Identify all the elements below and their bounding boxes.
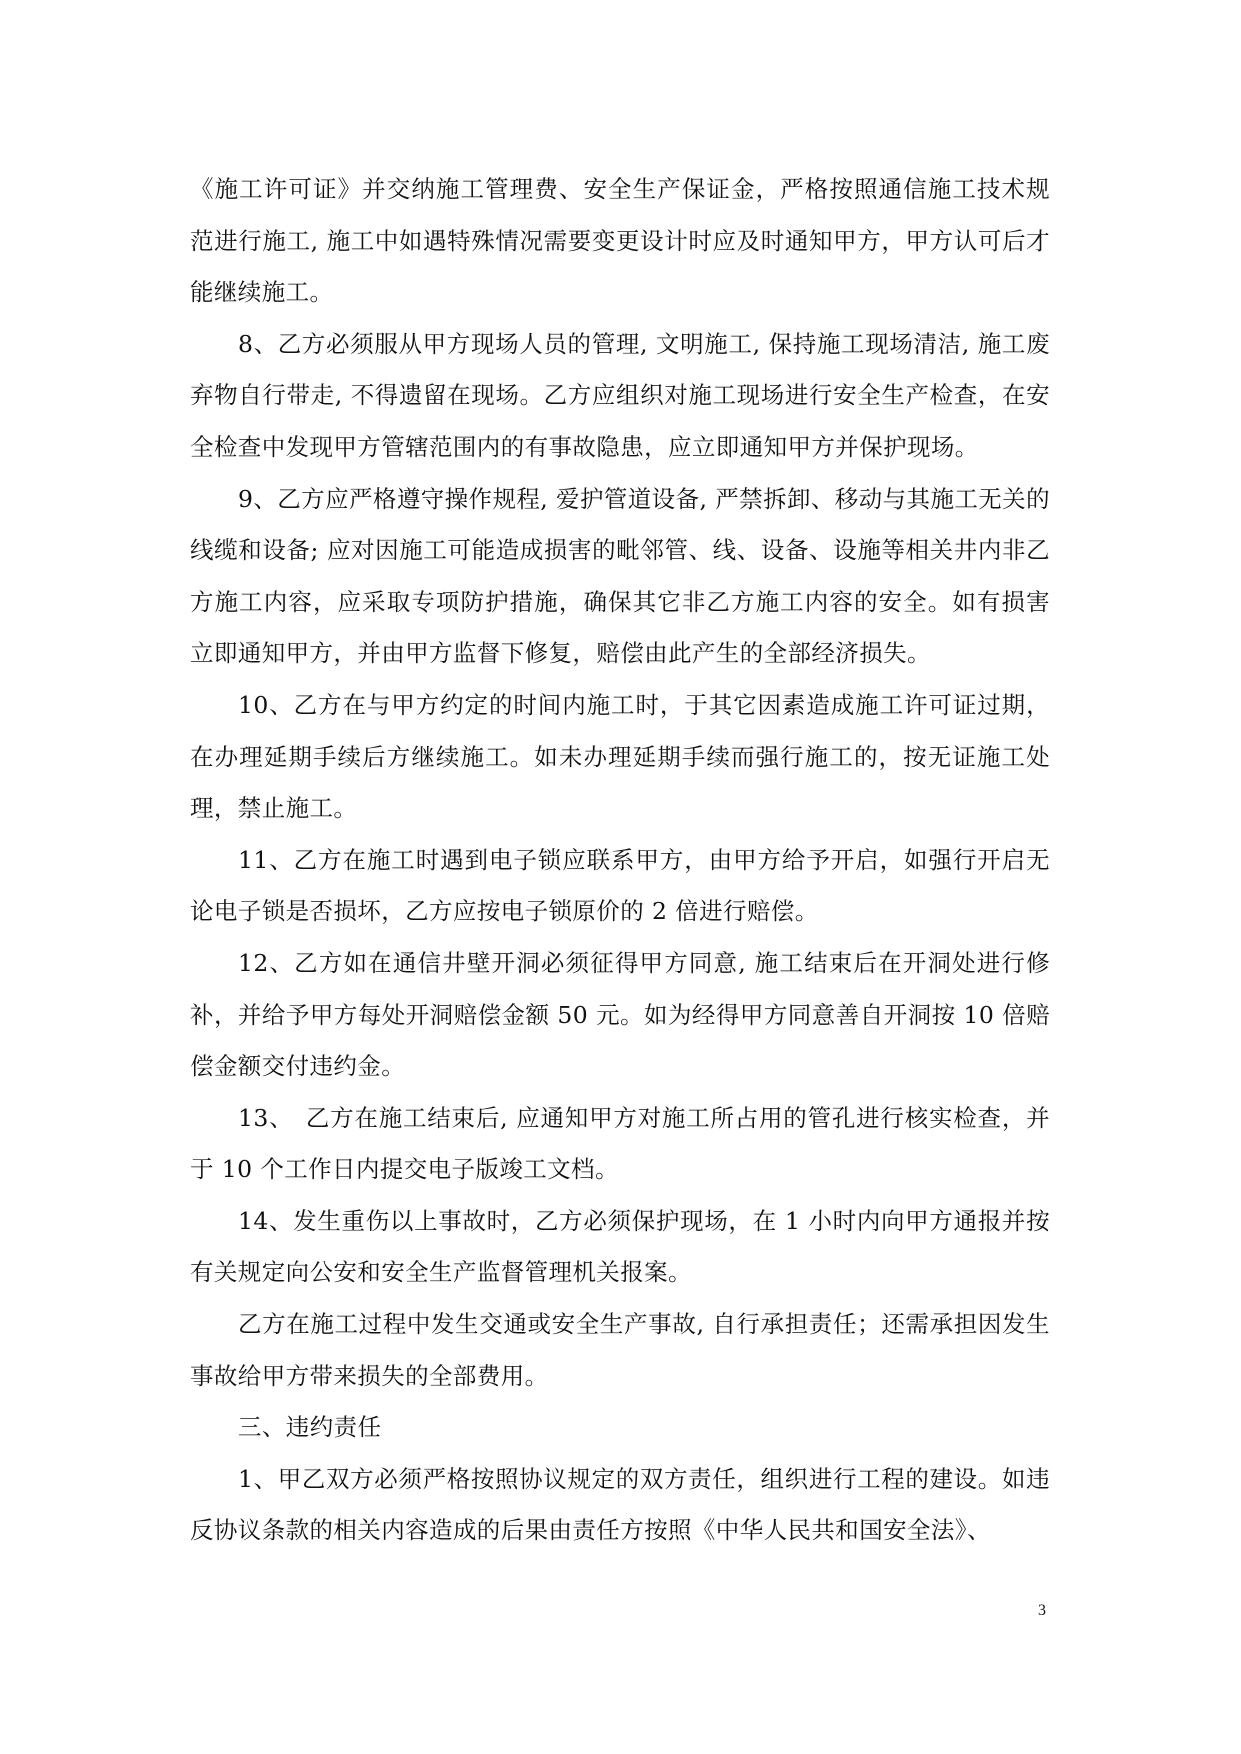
paragraph-clause-14: 14、发生重伤以上事故时，乙方必须保护现场，在 1 小时内向甲方通报并按有关规定向公安和安全生产监督管理机关报案。	[190, 1206, 1050, 1287]
paragraph-continuation: 《施工许可证》并交纳施工管理费、安全生产保证金，严格按照通信施工技术规范进行施工, 施工中如遇特殊情况需要变更设计时应及时通知甲方，甲方认可后才能继续施工。	[190, 175, 1050, 307]
page-number: 3	[1038, 1602, 1046, 1619]
paragraph-liability-note: 乙方在施工过程中发生交通或安全生产事故, 自行承担责任；还需承担因发生事故给甲方带来损失的全部费用。	[190, 1310, 1050, 1390]
paragraph-clause-8: 8、乙方必须服从甲方现场人员的管理, 文明施工, 保持施工现场清洁, 施工废弃物自行带走, 不得遗留在现场。乙方应组织对施工现场进行安全生产检查，在安全检查中发现甲方管辖范围内的有事故隐患，应立即通知甲方并保护现场。	[190, 329, 1050, 461]
paragraph-breach-clause-1: 1、甲乙双方必须严格按照协议规定的双方责任，组织进行工程的建设。如违反协议条款的相关内容造成的后果由责任方按照《中华人民共和国安全法》、	[190, 1464, 1050, 1545]
document-body	[190, 164, 1050, 1557]
paragraph-clause-13: 13、 乙方在施工结束后, 应通知甲方对施工所占用的管孔进行核实检查，并于 10 个工作日内提交电子版竣工文档。	[190, 1103, 1050, 1184]
paragraph-clause-12: 12、乙方如在通信井壁开洞必须征得甲方同意, 施工结束后在开洞处进行修补，并给予甲方每处开洞赔偿金额 50 元。如为经得甲方同意善自开洞按 10 倍赔偿金额交付违约金。	[190, 948, 1050, 1081]
paragraph-clause-11: 11、乙方在施工时遇到电子锁应联系甲方，由甲方给予开启，如强行开启无论电子锁是否损坏，乙方应按电子锁原价的 2 倍进行赔偿。	[190, 845, 1050, 926]
section-heading-breach: 三、违约责任	[238, 1413, 382, 1442]
paragraph-clause-10: 10、乙方在与甲方约定的时间内施工时，于其它因素造成施工许可证过期，在办理延期手续后方继续施工。如未办理延期手续而强行施工的，按无证施工处理，禁止施工。	[190, 690, 1050, 823]
paragraph-clause-9: 9、乙方应严格遵守操作规程, 爱护管道设备, 严禁拆卸、移动与其施工无关的线缆和设备; 应对因施工可能造成损害的毗邻管、线、设备、设施等相关井内非乙方施工内容，应采取专项防护措施，确保其它非乙方施工内容的安全。如有损害立即通知甲方，并由甲方监督下修复，赔偿由此产生的全部经济损失。	[190, 484, 1050, 668]
